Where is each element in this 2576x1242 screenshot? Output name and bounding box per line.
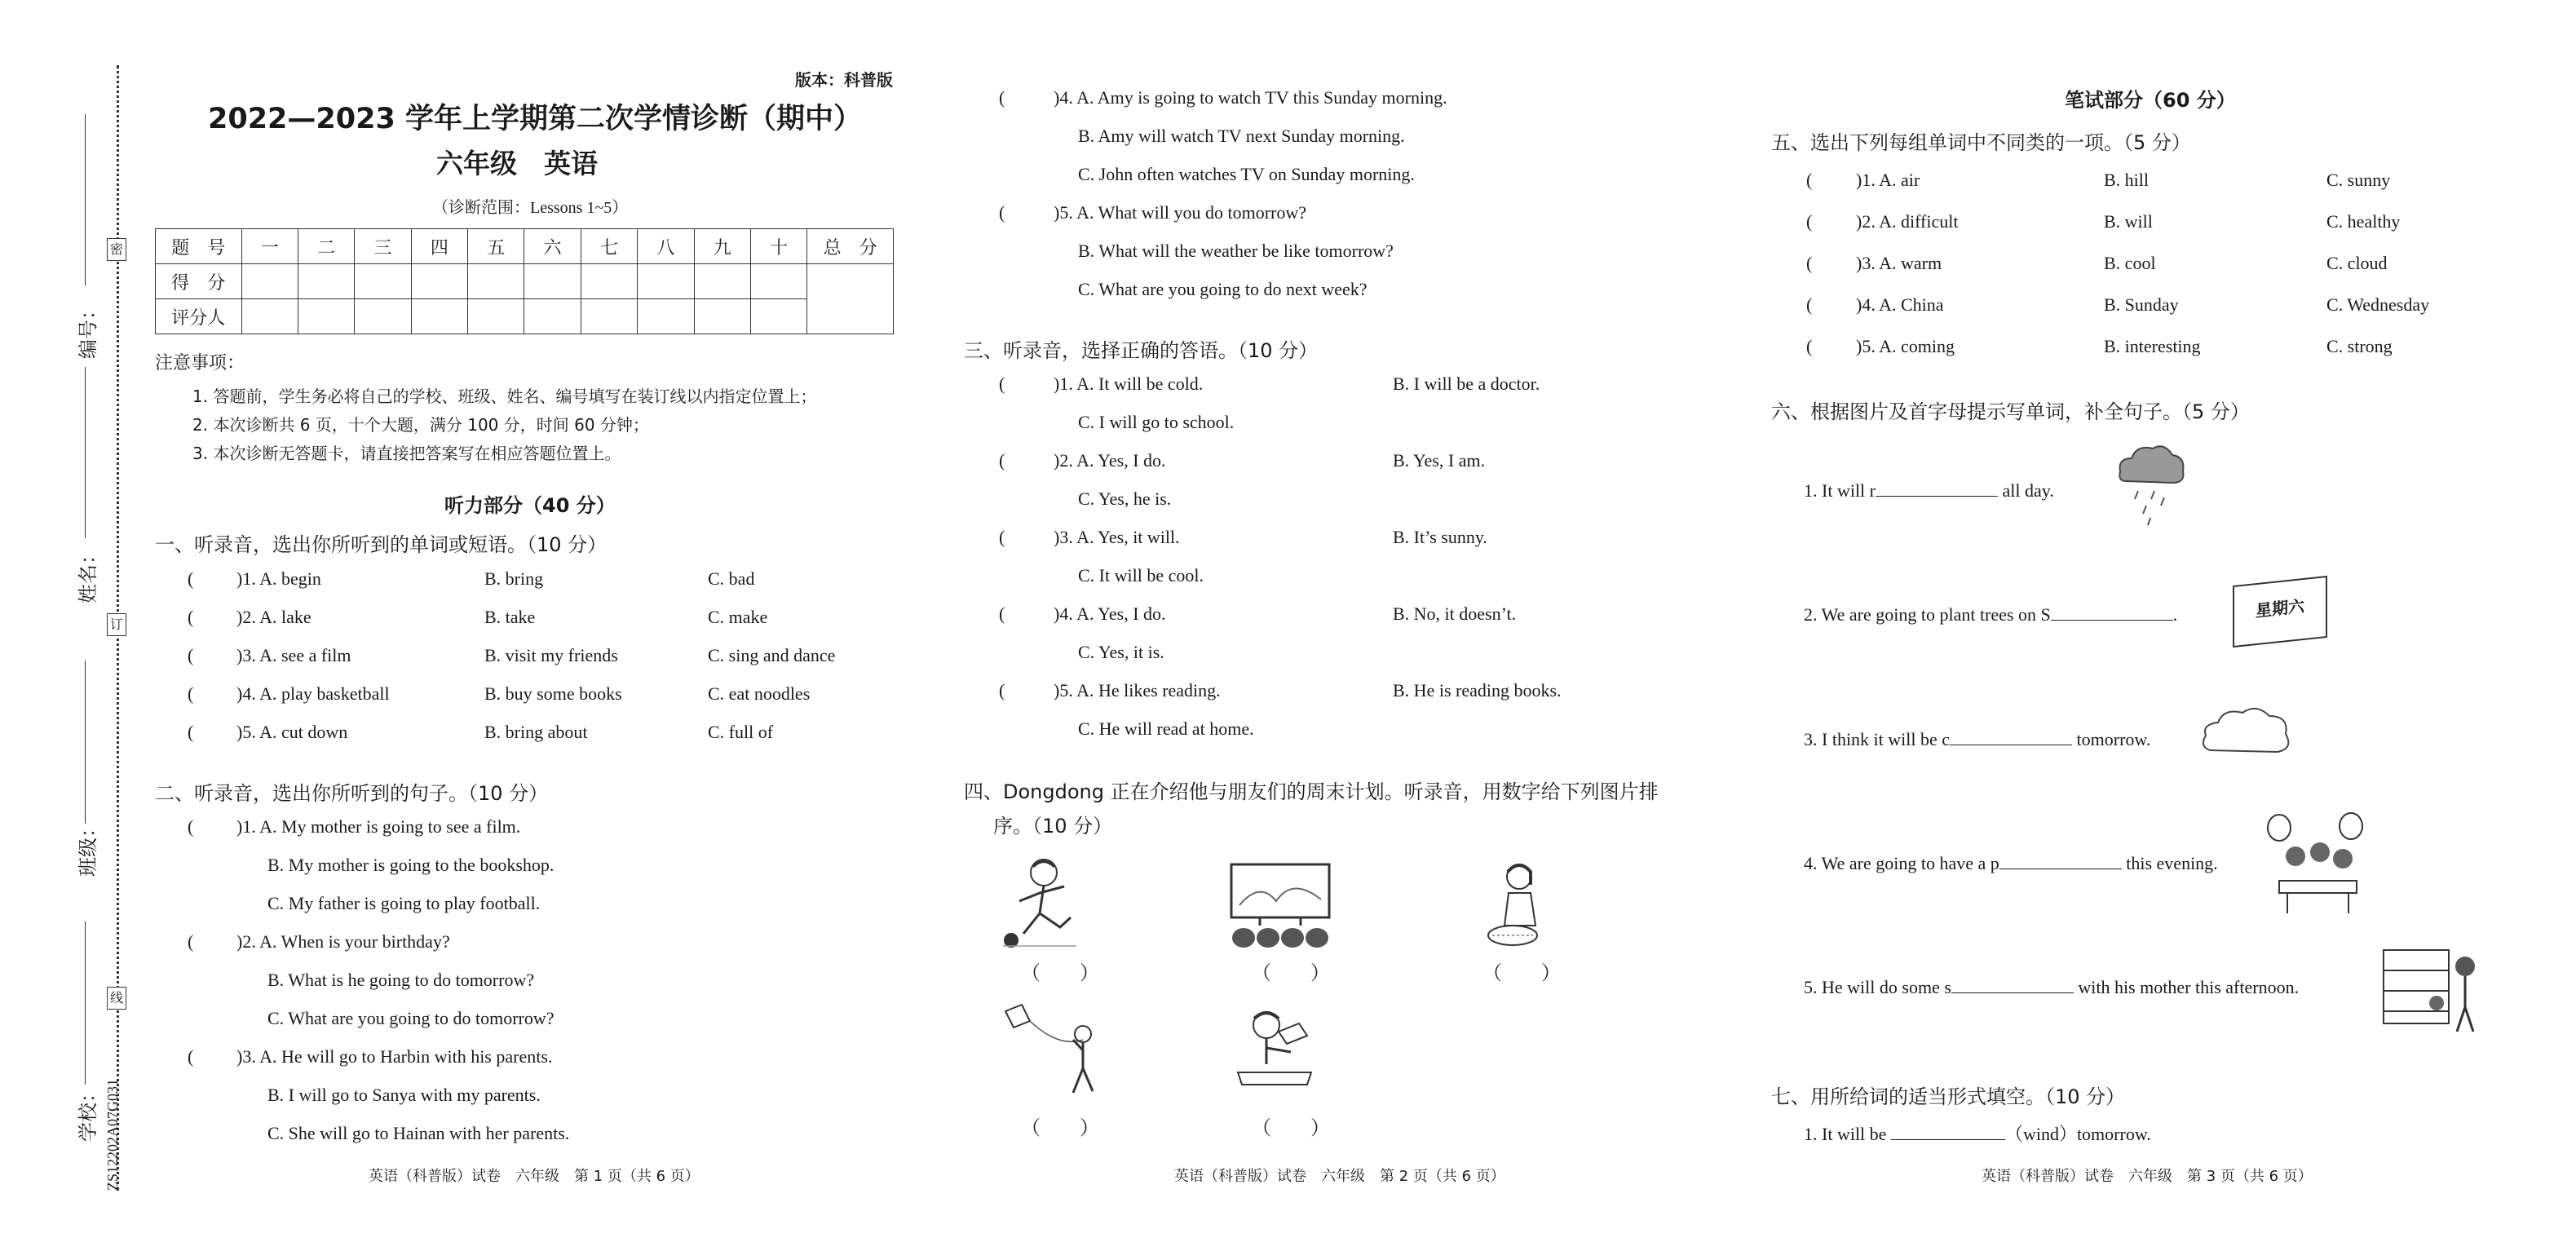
option-c: C. make	[708, 607, 768, 627]
fill-sentence-3	[1804, 728, 2150, 750]
grader-cell[interactable]	[468, 299, 524, 334]
flying-kite-picture	[1001, 1003, 1107, 1101]
header-cell: 八	[638, 229, 694, 264]
order-paren[interactable]: （ ）	[1252, 963, 1330, 984]
sentence-suffix: tomorrow.	[2076, 729, 2151, 749]
option-c: C. What are you going to do tomorrow?	[267, 1008, 555, 1028]
option-a: )3. A. see a film	[236, 645, 351, 665]
number-field[interactable]	[85, 114, 86, 285]
order-paren[interactable]: （ ）	[1021, 1118, 1099, 1139]
calendar-saturday-icon	[2233, 576, 2327, 648]
option-b: B. interesting	[2104, 336, 2201, 356]
score-cell[interactable]	[638, 264, 694, 299]
score-table	[155, 228, 894, 334]
option-c: C. Wednesday	[2326, 294, 2430, 315]
version-label: 版本：科普版	[795, 70, 893, 90]
answer-paren[interactable]: (	[999, 202, 1005, 223]
grader-cell[interactable]	[355, 299, 411, 334]
written-section-title: 笔试部分（60 分）	[2065, 89, 2236, 112]
option-a: )3. A. warm	[1856, 253, 1942, 273]
rain-cloud-icon	[2114, 440, 2187, 530]
option-b: B. cool	[2104, 253, 2156, 273]
option-b: B. He is reading books.	[1393, 680, 1562, 701]
girl-with-basket-picture	[1480, 860, 1553, 950]
section-2-title: 二、听录音，选出你所听到的句子。（10 分）	[155, 782, 549, 805]
score-row	[156, 264, 894, 299]
option-a: )4. A. China	[1856, 294, 1944, 315]
answer-blank[interactable]	[2051, 603, 2173, 621]
option-b: B. take	[484, 607, 536, 627]
score-cell[interactable]	[750, 264, 806, 299]
sentence-suffix: （wind）tomorrow.	[2004, 1124, 2151, 1144]
fill-sentence-1	[1804, 480, 2054, 502]
option-c: C. cloud	[2326, 253, 2388, 273]
header-cell: 十	[750, 229, 806, 264]
header-cell: 题 号	[156, 229, 242, 264]
option-c: C. healthy	[2326, 211, 2401, 232]
order-paren[interactable]: （ ）	[1252, 1118, 1330, 1139]
class-field[interactable]	[85, 661, 86, 824]
score-cell[interactable]	[694, 264, 750, 299]
answer-paren[interactable]: (	[188, 568, 194, 589]
option-c: C. Yes, it is.	[1078, 642, 1164, 662]
name-label: 姓名：	[77, 545, 99, 603]
score-cell[interactable]	[298, 264, 354, 299]
grader-cell[interactable]	[298, 299, 354, 334]
option-b: B. visit my friends	[484, 645, 618, 665]
answer-paren[interactable]: (	[1806, 211, 1813, 232]
option-c: C. He will read at home.	[1078, 718, 1254, 739]
order-paren[interactable]: （ ）	[1021, 963, 1099, 984]
notes-title: 注意事项：	[155, 353, 245, 373]
answer-blank[interactable]	[1876, 480, 1998, 497]
seal-char-2: 订	[107, 613, 126, 636]
boy-drawing-picture	[1230, 1007, 1319, 1097]
answer-paren[interactable]: (	[1806, 294, 1813, 315]
header-cell: 二	[298, 229, 354, 264]
score-cell[interactable]	[524, 264, 581, 299]
answer-paren[interactable]: (	[188, 931, 194, 952]
option-a: )2. A. When is your birthday?	[236, 931, 450, 952]
header-cell: 一	[241, 229, 298, 264]
option-b: B. My mother is going to the bookshop.	[267, 855, 555, 875]
option-a: )5. A. coming	[1856, 336, 1955, 356]
exam-title: 2022—2023 学年上学期第二次学情诊断（期中）	[208, 103, 863, 135]
answer-paren[interactable]: (	[188, 607, 194, 627]
option-b: B. Sunday	[2104, 294, 2179, 315]
option-a: )2. A. Yes, I do.	[1054, 450, 1166, 471]
option-a: )5. A. He likes reading.	[1054, 680, 1221, 701]
option-a: )4. A. Amy is going to watch TV this Sunday morning.	[1054, 87, 1447, 108]
option-b: B. bring about	[484, 722, 588, 742]
option-c: C. bad	[708, 568, 755, 589]
option-a: )1. A. begin	[236, 568, 321, 589]
option-b: B. What is he going to do tomorrow?	[267, 970, 535, 990]
header-cell: 三	[355, 229, 411, 264]
answer-paren[interactable]: (	[188, 1046, 194, 1067]
answer-paren[interactable]: (	[1806, 336, 1813, 356]
option-b: B. What will the weather be like tomorrow?	[1078, 241, 1394, 261]
cloud-icon	[2198, 701, 2295, 767]
seal-char-1: 密	[107, 238, 126, 261]
page-3-footer: 英语（科普版）试卷 六年级 第 3 页（共 6 页）	[1982, 1168, 2313, 1185]
section-7-item-1	[1804, 1123, 2151, 1145]
answer-paren[interactable]: (	[999, 373, 1005, 394]
option-c: C. strong	[2326, 336, 2393, 356]
option-a: )1. A. My mother is going to see a film.	[236, 816, 521, 837]
option-b: B. Amy will watch TV next Sunday morning.	[1078, 126, 1405, 146]
option-b: B. will	[2104, 211, 2153, 232]
answer-paren[interactable]: (	[999, 450, 1005, 471]
header-cell: 五	[468, 229, 524, 264]
option-c: C. It will be cool.	[1078, 565, 1204, 586]
grader-row-label: 评分人	[156, 299, 242, 334]
option-c: C. John often watches TV on Sunday morning.	[1078, 164, 1415, 184]
shopping-picture	[2379, 946, 2481, 1036]
class-label: 班级：	[77, 818, 99, 877]
option-a: )4. A. play basketball	[236, 683, 390, 704]
sentence-prefix: 1. It will be	[1804, 1124, 1887, 1144]
grader-cell[interactable]	[241, 299, 298, 334]
section-3-title: 三、听录音，选择正确的答语。（10 分）	[964, 339, 1319, 362]
answer-paren[interactable]: (	[999, 87, 1005, 108]
order-paren[interactable]: （ ）	[1482, 963, 1561, 984]
fill-sentence-4	[1804, 852, 2218, 874]
answer-paren[interactable]: (	[188, 816, 194, 837]
answer-paren[interactable]: (	[188, 683, 194, 704]
option-b: B. No, it doesn’t.	[1393, 603, 1517, 624]
number-label: 编号：	[77, 300, 99, 359]
option-c: C. What are you going to do next week?	[1078, 279, 1368, 299]
option-b: B. I will go to Sanya with my parents.	[267, 1085, 541, 1105]
grader-cell[interactable]	[411, 299, 467, 334]
answer-blank[interactable]	[1891, 1123, 2005, 1140]
sentence-suffix: with his mother this afternoon.	[2078, 977, 2300, 997]
section-6-title: 六、根据图片及首字母提示写单词，补全句子。（5 分）	[1771, 400, 2250, 423]
seal-char-3: 线	[107, 987, 126, 1010]
section-4-title-line-2: 序。（10 分）	[993, 815, 1113, 838]
calendar-text: 星期六	[2256, 595, 2304, 621]
score-table-header-row	[156, 229, 894, 264]
sentence-suffix: .	[2172, 604, 2178, 625]
header-cell: 总 分	[807, 229, 894, 264]
option-c: C. sunny	[2326, 170, 2391, 190]
option-a: )5. A. What will you do tomorrow?	[1054, 202, 1306, 223]
total-score-cell[interactable]	[807, 264, 894, 334]
answer-paren[interactable]: (	[999, 527, 1005, 547]
sentence-suffix: all day.	[2002, 480, 2054, 501]
grader-cell[interactable]	[750, 299, 806, 334]
page-2-footer: 英语（科普版）试卷 六年级 第 2 页（共 6 页）	[1174, 1168, 1505, 1185]
exam-subtitle: 六年级 英语	[436, 148, 598, 179]
note-1: 1. 答题前，学生务必将自己的学校、班级、姓名、编号填写在装订线以内指定位置上；	[192, 387, 817, 406]
option-a: )3. A. He will go to Harbin with his parents.	[236, 1046, 553, 1067]
answer-paren[interactable]: (	[1806, 253, 1813, 273]
option-a: )3. A. Yes, it will.	[1054, 527, 1180, 547]
page-1-footer: 英语（科普版）试卷 六年级 第 1 页（共 6 页）	[369, 1168, 700, 1185]
option-b: B. hill	[2104, 170, 2150, 190]
fill-sentence-5	[1804, 976, 2299, 998]
grader-cell[interactable]	[694, 299, 750, 334]
option-c: C. eat noodles	[708, 683, 811, 704]
header-cell: 六	[524, 229, 581, 264]
party-picture	[2263, 811, 2369, 917]
sentence-prefix: 3. I think it will be c	[1804, 729, 1951, 749]
option-c: C. full of	[708, 722, 774, 742]
answer-paren[interactable]: (	[999, 680, 1005, 701]
score-cell[interactable]	[355, 264, 411, 299]
option-c: C. Yes, he is.	[1078, 488, 1172, 509]
header-cell: 四	[411, 229, 467, 264]
answer-paren[interactable]: (	[188, 645, 194, 665]
section-7-title: 七、用所给词的适当形式填空。（10 分）	[1771, 1085, 2126, 1108]
grader-cell[interactable]	[638, 299, 694, 334]
option-b: B. buy some books	[484, 683, 622, 704]
option-a: )2. A. lake	[236, 607, 312, 627]
section-1-title: 一、听录音，选出你所听到的单词或短语。（10 分）	[155, 533, 608, 556]
option-c: C. I will go to school.	[1078, 412, 1235, 432]
answer-blank[interactable]	[1950, 728, 2072, 745]
exam-scope: （诊断范围：Lessons 1~5）	[432, 199, 629, 217]
soccer-boy-picture	[999, 852, 1080, 950]
option-a: )4. A. Yes, I do.	[1054, 603, 1166, 624]
school-label: 学校：	[77, 1083, 99, 1142]
score-cell[interactable]	[581, 264, 637, 299]
option-a: )5. A. cut down	[236, 722, 348, 742]
listening-section-title: 听力部分（40 分）	[444, 494, 616, 517]
answer-paren[interactable]: (	[1806, 170, 1813, 190]
option-a: )1. A. It will be cold.	[1054, 373, 1204, 394]
option-c: C. She will go to Hainan with her parents.	[267, 1123, 570, 1143]
sentence-prefix: 5. He will do some s	[1804, 977, 1951, 997]
sentence-prefix: 2. We are going to plant trees on S	[1804, 604, 2051, 625]
name-field[interactable]	[85, 367, 86, 538]
fill-sentence-2	[1804, 603, 2177, 625]
paper-code: ZS12202A07G031	[104, 1078, 121, 1191]
score-cell[interactable]	[241, 264, 298, 299]
grader-cell[interactable]	[581, 299, 637, 334]
answer-blank[interactable]	[1999, 852, 2122, 869]
score-row-label: 得 分	[156, 264, 242, 299]
sentence-prefix: 1. It will r	[1804, 480, 1876, 501]
answer-blank[interactable]	[1951, 976, 2074, 993]
note-2: 2. 本次诊断共 6 页，十个大题，满分 100 分，时间 60 分钟；	[192, 415, 649, 435]
watching-tv-picture	[1227, 860, 1333, 950]
note-3: 3. 本次诊断无答题卡，请直接把答案写在相应答题位置上。	[192, 444, 621, 463]
grader-cell[interactable]	[524, 299, 581, 334]
grader-row	[156, 299, 894, 334]
option-b: B. I will be a doctor.	[1393, 373, 1540, 394]
header-cell: 九	[694, 229, 750, 264]
sentence-suffix: this evening.	[2126, 853, 2218, 873]
answer-paren[interactable]: (	[999, 603, 1005, 624]
option-b: B. It’s sunny.	[1393, 527, 1487, 547]
option-a: )2. A. difficult	[1856, 211, 1959, 232]
option-b: B. bring	[484, 568, 544, 589]
header-cell: 七	[581, 229, 637, 264]
score-cell[interactable]	[468, 264, 524, 299]
option-c: C. My father is going to play football.	[267, 893, 541, 913]
option-c: C. sing and dance	[708, 645, 836, 665]
section-4-title-line-1: 四、Dongdong 正在介绍他与朋友们的周末计划。听录音，用数字给下列图片排	[964, 780, 1659, 803]
answer-paren[interactable]: (	[188, 722, 194, 742]
option-b: B. Yes, I am.	[1393, 450, 1486, 471]
score-cell[interactable]	[411, 264, 467, 299]
option-a: )1. A. air	[1856, 170, 1920, 190]
section-5-title: 五、选出下列每组单词中不同类的一项。（5 分）	[1771, 131, 2191, 154]
school-field[interactable]	[85, 922, 86, 1085]
sentence-prefix: 4. We are going to have a p	[1804, 853, 1999, 873]
